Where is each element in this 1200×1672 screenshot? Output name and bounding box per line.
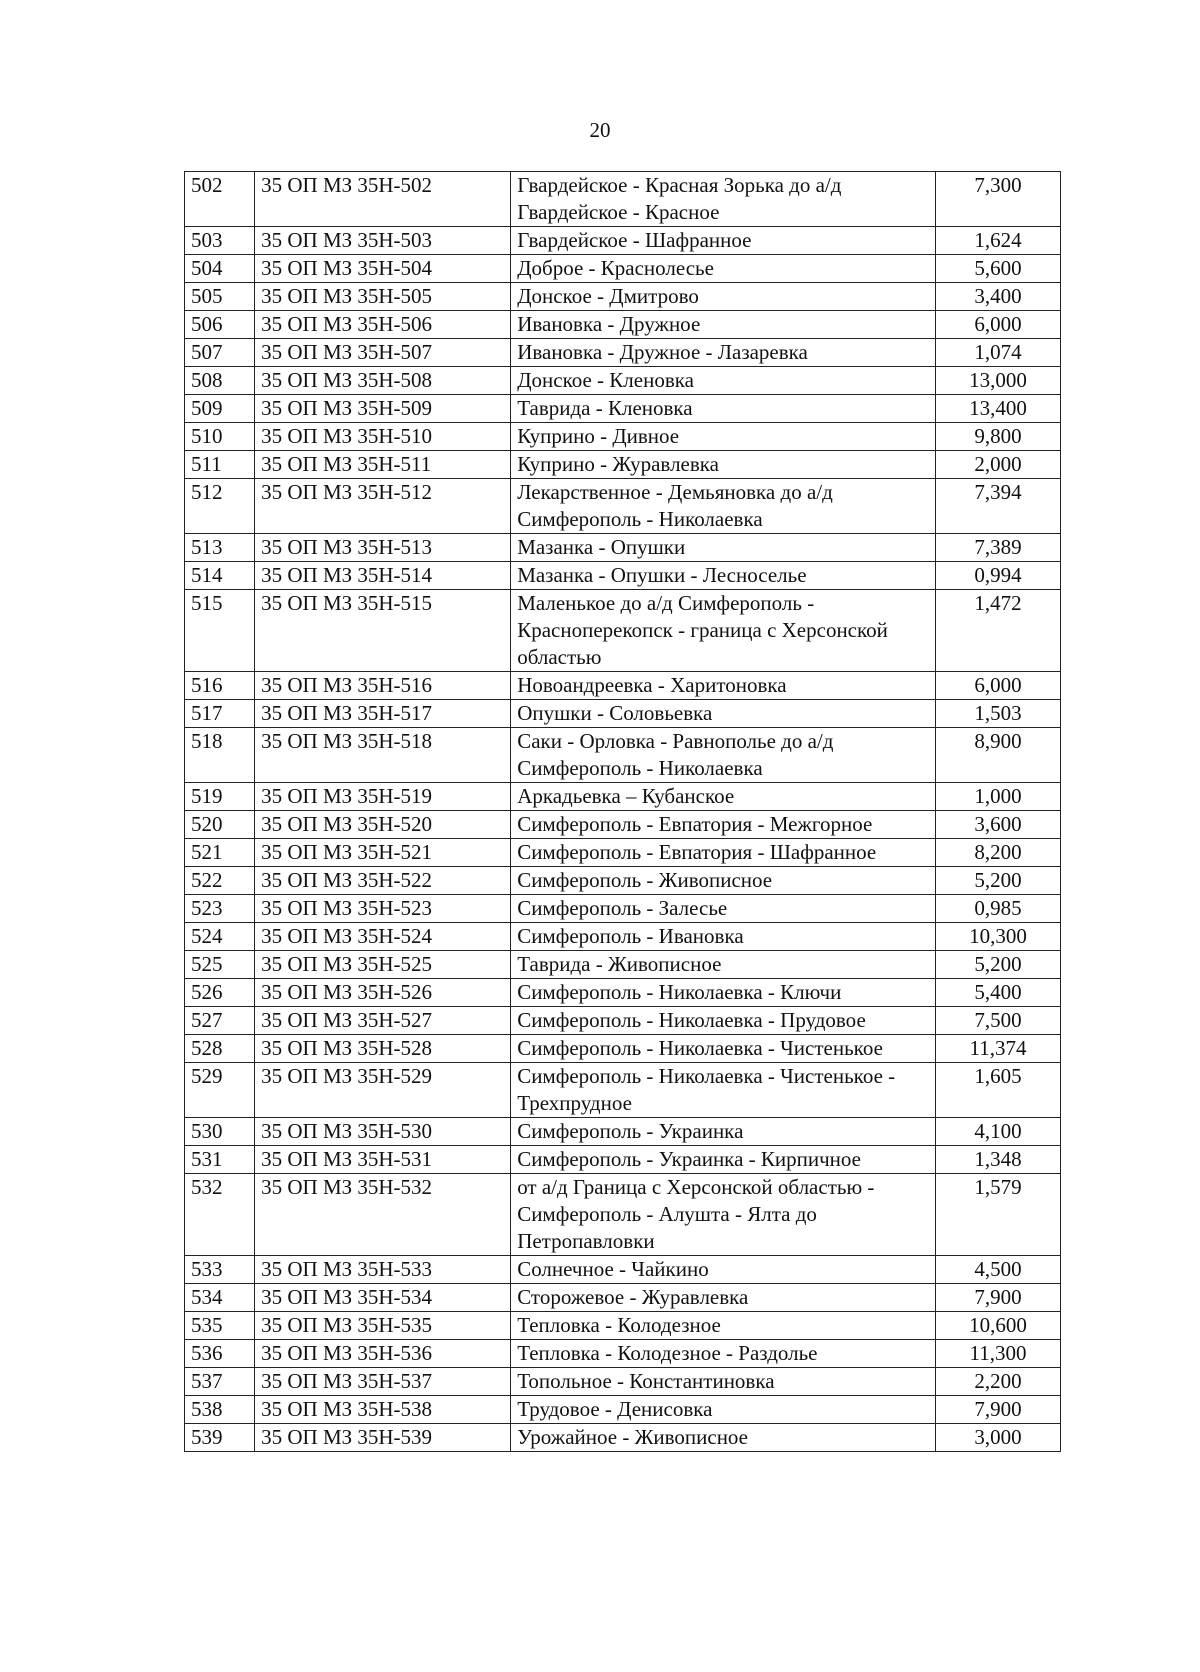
table-row bbox=[185, 839, 1061, 867]
road-code-cell: 35 ОП МЗ 35Н-510 bbox=[255, 423, 511, 451]
table-row bbox=[185, 783, 1061, 811]
table-row bbox=[185, 1256, 1061, 1284]
table-row bbox=[185, 867, 1061, 895]
road-name-cell: Гвардейское - Красная Зорька до а/д Гвардейское - Красное bbox=[511, 172, 936, 227]
road-number-cell: 529 bbox=[185, 1063, 255, 1118]
road-name-cell: Симферополь - Украинка - Кирпичное bbox=[511, 1146, 936, 1174]
road-number-cell: 535 bbox=[185, 1312, 255, 1340]
road-length-cell: 1,579 bbox=[935, 1174, 1060, 1256]
road-length-cell: 4,500 bbox=[935, 1256, 1060, 1284]
road-code-cell: 35 ОП МЗ 35Н-536 bbox=[255, 1340, 511, 1368]
table-row bbox=[185, 367, 1061, 395]
road-code-cell: 35 ОП МЗ 35Н-521 bbox=[255, 839, 511, 867]
road-length-cell: 10,300 bbox=[935, 923, 1060, 951]
road-length-cell: 4,100 bbox=[935, 1118, 1060, 1146]
road-code-cell: 35 ОП МЗ 35Н-519 bbox=[255, 783, 511, 811]
road-number-cell: 512 bbox=[185, 479, 255, 534]
road-number-cell: 531 bbox=[185, 1146, 255, 1174]
road-name-cell: Куприно - Журавлевка bbox=[511, 451, 936, 479]
road-name-cell: Таврида - Кленовка bbox=[511, 395, 936, 423]
road-code-cell: 35 ОП МЗ 35Н-520 bbox=[255, 811, 511, 839]
table-row bbox=[185, 923, 1061, 951]
road-code-cell: 35 ОП МЗ 35Н-522 bbox=[255, 867, 511, 895]
road-length-cell: 7,500 bbox=[935, 1007, 1060, 1035]
table-row bbox=[185, 951, 1061, 979]
road-number-cell: 525 bbox=[185, 951, 255, 979]
road-number-cell: 523 bbox=[185, 895, 255, 923]
road-length-cell: 7,300 bbox=[935, 172, 1060, 227]
roads-table-body bbox=[185, 172, 1061, 1452]
road-length-cell: 5,200 bbox=[935, 951, 1060, 979]
road-length-cell: 11,374 bbox=[935, 1035, 1060, 1063]
road-name-cell: Саки - Орловка - Равнополье до а/д Симферополь - Николаевка bbox=[511, 728, 936, 783]
table-row bbox=[185, 283, 1061, 311]
road-code-cell: 35 ОП МЗ 35Н-515 bbox=[255, 590, 511, 672]
road-name-cell: Ивановка - Дружное bbox=[511, 311, 936, 339]
page-number: 20 bbox=[589, 118, 611, 142]
road-number-cell: 505 bbox=[185, 283, 255, 311]
table-row bbox=[185, 1146, 1061, 1174]
road-number-cell: 527 bbox=[185, 1007, 255, 1035]
table-row bbox=[185, 1312, 1061, 1340]
table-row bbox=[185, 1368, 1061, 1396]
road-number-cell: 503 bbox=[185, 227, 255, 255]
road-code-cell: 35 ОП МЗ 35Н-523 bbox=[255, 895, 511, 923]
road-code-cell: 35 ОП МЗ 35Н-509 bbox=[255, 395, 511, 423]
road-number-cell: 518 bbox=[185, 728, 255, 783]
road-length-cell: 8,200 bbox=[935, 839, 1060, 867]
road-number-cell: 502 bbox=[185, 172, 255, 227]
table-row bbox=[185, 811, 1061, 839]
road-name-cell: Гвардейское - Шафранное bbox=[511, 227, 936, 255]
road-length-cell: 3,600 bbox=[935, 811, 1060, 839]
road-name-cell: Донское - Дмитрово bbox=[511, 283, 936, 311]
road-number-cell: 537 bbox=[185, 1368, 255, 1396]
road-name-cell: Донское - Кленовка bbox=[511, 367, 936, 395]
road-length-cell: 13,400 bbox=[935, 395, 1060, 423]
table-row bbox=[185, 255, 1061, 283]
road-length-cell: 5,600 bbox=[935, 255, 1060, 283]
road-name-cell: Маленькое до а/д Симферополь - Красноперекопск - граница с Херсонской областью bbox=[511, 590, 936, 672]
table-row bbox=[185, 451, 1061, 479]
table-row bbox=[185, 672, 1061, 700]
road-number-cell: 515 bbox=[185, 590, 255, 672]
road-number-cell: 521 bbox=[185, 839, 255, 867]
road-name-cell: Таврида - Живописное bbox=[511, 951, 936, 979]
table-row bbox=[185, 1284, 1061, 1312]
road-length-cell: 0,985 bbox=[935, 895, 1060, 923]
table-row bbox=[185, 590, 1061, 672]
road-code-cell: 35 ОП МЗ 35Н-535 bbox=[255, 1312, 511, 1340]
table-row bbox=[185, 1396, 1061, 1424]
road-length-cell: 1,605 bbox=[935, 1063, 1060, 1118]
table-row bbox=[185, 1035, 1061, 1063]
road-length-cell: 6,000 bbox=[935, 311, 1060, 339]
road-code-cell: 35 ОП МЗ 35Н-524 bbox=[255, 923, 511, 951]
road-name-cell: Ивановка - Дружное - Лазаревка bbox=[511, 339, 936, 367]
table-row bbox=[185, 1424, 1061, 1452]
road-name-cell: Сторожевое - Журавлевка bbox=[511, 1284, 936, 1312]
table-row bbox=[185, 979, 1061, 1007]
road-length-cell: 0,994 bbox=[935, 562, 1060, 590]
road-length-cell: 9,800 bbox=[935, 423, 1060, 451]
road-name-cell: Симферополь - Живописное bbox=[511, 867, 936, 895]
road-code-cell: 35 ОП МЗ 35Н-506 bbox=[255, 311, 511, 339]
table-row bbox=[185, 423, 1061, 451]
road-code-cell: 35 ОП МЗ 35Н-538 bbox=[255, 1396, 511, 1424]
road-name-cell: Аркадьевка – Кубанское bbox=[511, 783, 936, 811]
road-name-cell: Доброе - Краснолесье bbox=[511, 255, 936, 283]
road-name-cell: Мазанка - Опушки bbox=[511, 534, 936, 562]
road-number-cell: 506 bbox=[185, 311, 255, 339]
road-code-cell: 35 ОП МЗ 35Н-504 bbox=[255, 255, 511, 283]
road-code-cell: 35 ОП МЗ 35Н-533 bbox=[255, 1256, 511, 1284]
road-number-cell: 511 bbox=[185, 451, 255, 479]
table-row bbox=[185, 895, 1061, 923]
road-name-cell: Куприно - Дивное bbox=[511, 423, 936, 451]
road-number-cell: 522 bbox=[185, 867, 255, 895]
road-code-cell: 35 ОП МЗ 35Н-529 bbox=[255, 1063, 511, 1118]
table-row bbox=[185, 339, 1061, 367]
road-name-cell: Тепловка - Колодезное bbox=[511, 1312, 936, 1340]
road-name-cell: Симферополь - Николаевка - Чистенькое - Трехпрудное bbox=[511, 1063, 936, 1118]
table-row bbox=[185, 700, 1061, 728]
road-length-cell: 5,200 bbox=[935, 867, 1060, 895]
road-number-cell: 509 bbox=[185, 395, 255, 423]
road-length-cell: 7,389 bbox=[935, 534, 1060, 562]
road-name-cell: Симферополь - Николаевка - Ключи bbox=[511, 979, 936, 1007]
road-number-cell: 534 bbox=[185, 1284, 255, 1312]
road-code-cell: 35 ОП МЗ 35Н-531 bbox=[255, 1146, 511, 1174]
road-name-cell: Симферополь - Евпатория - Шафранное bbox=[511, 839, 936, 867]
road-number-cell: 508 bbox=[185, 367, 255, 395]
road-code-cell: 35 ОП МЗ 35Н-518 bbox=[255, 728, 511, 783]
road-number-cell: 530 bbox=[185, 1118, 255, 1146]
road-length-cell: 1,000 bbox=[935, 783, 1060, 811]
road-length-cell: 1,074 bbox=[935, 339, 1060, 367]
road-number-cell: 514 bbox=[185, 562, 255, 590]
road-code-cell: 35 ОП МЗ 35Н-539 bbox=[255, 1424, 511, 1452]
road-length-cell: 1,348 bbox=[935, 1146, 1060, 1174]
road-code-cell: 35 ОП МЗ 35Н-534 bbox=[255, 1284, 511, 1312]
road-number-cell: 504 bbox=[185, 255, 255, 283]
road-number-cell: 510 bbox=[185, 423, 255, 451]
road-name-cell: Новоандреевка - Харитоновка bbox=[511, 672, 936, 700]
table-row bbox=[185, 311, 1061, 339]
road-code-cell: 35 ОП МЗ 35Н-527 bbox=[255, 1007, 511, 1035]
road-length-cell: 5,400 bbox=[935, 979, 1060, 1007]
table-row bbox=[185, 1174, 1061, 1256]
table-row bbox=[185, 1007, 1061, 1035]
road-code-cell: 35 ОП МЗ 35Н-528 bbox=[255, 1035, 511, 1063]
road-length-cell: 1,624 bbox=[935, 227, 1060, 255]
road-name-cell: Мазанка - Опушки - Лесноселье bbox=[511, 562, 936, 590]
road-length-cell: 11,300 bbox=[935, 1340, 1060, 1368]
road-name-cell: Топольное - Константиновка bbox=[511, 1368, 936, 1396]
road-length-cell: 8,900 bbox=[935, 728, 1060, 783]
table-row bbox=[185, 395, 1061, 423]
road-code-cell: 35 ОП МЗ 35Н-502 bbox=[255, 172, 511, 227]
road-name-cell: Солнечное - Чайкино bbox=[511, 1256, 936, 1284]
road-code-cell: 35 ОП МЗ 35Н-512 bbox=[255, 479, 511, 534]
road-code-cell: 35 ОП МЗ 35Н-507 bbox=[255, 339, 511, 367]
road-code-cell: 35 ОП МЗ 35Н-508 bbox=[255, 367, 511, 395]
road-name-cell: Лекарственное - Демьяновка до а/д Симферополь - Николаевка bbox=[511, 479, 936, 534]
road-number-cell: 536 bbox=[185, 1340, 255, 1368]
road-name-cell: от а/д Граница с Херсонской областью - Симферополь - Алушта - Ялта до Петропавловки bbox=[511, 1174, 936, 1256]
road-length-cell: 3,000 bbox=[935, 1424, 1060, 1452]
road-length-cell: 7,900 bbox=[935, 1396, 1060, 1424]
table-row bbox=[185, 1063, 1061, 1118]
table-row bbox=[185, 534, 1061, 562]
road-name-cell: Симферополь - Николаевка - Прудовое bbox=[511, 1007, 936, 1035]
road-number-cell: 524 bbox=[185, 923, 255, 951]
road-length-cell: 2,000 bbox=[935, 451, 1060, 479]
table-row bbox=[185, 172, 1061, 227]
table-row bbox=[185, 728, 1061, 783]
road-number-cell: 533 bbox=[185, 1256, 255, 1284]
road-code-cell: 35 ОП МЗ 35Н-526 bbox=[255, 979, 511, 1007]
road-number-cell: 507 bbox=[185, 339, 255, 367]
road-name-cell: Тепловка - Колодезное - Раздолье bbox=[511, 1340, 936, 1368]
road-code-cell: 35 ОП МЗ 35Н-525 bbox=[255, 951, 511, 979]
road-code-cell: 35 ОП МЗ 35Н-505 bbox=[255, 283, 511, 311]
road-number-cell: 516 bbox=[185, 672, 255, 700]
table-row bbox=[185, 479, 1061, 534]
road-name-cell: Симферополь - Евпатория - Межгорное bbox=[511, 811, 936, 839]
road-length-cell: 10,600 bbox=[935, 1312, 1060, 1340]
road-length-cell: 1,503 bbox=[935, 700, 1060, 728]
road-name-cell: Симферополь - Украинка bbox=[511, 1118, 936, 1146]
road-name-cell: Опушки - Соловьевка bbox=[511, 700, 936, 728]
road-number-cell: 517 bbox=[185, 700, 255, 728]
road-code-cell: 35 ОП МЗ 35Н-517 bbox=[255, 700, 511, 728]
road-length-cell: 6,000 bbox=[935, 672, 1060, 700]
road-code-cell: 35 ОП МЗ 35Н-514 bbox=[255, 562, 511, 590]
road-number-cell: 526 bbox=[185, 979, 255, 1007]
table-row bbox=[185, 1340, 1061, 1368]
road-number-cell: 532 bbox=[185, 1174, 255, 1256]
road-length-cell: 7,394 bbox=[935, 479, 1060, 534]
road-name-cell: Урожайное - Живописное bbox=[511, 1424, 936, 1452]
road-name-cell: Симферополь - Ивановка bbox=[511, 923, 936, 951]
road-code-cell: 35 ОП МЗ 35Н-516 bbox=[255, 672, 511, 700]
table-row bbox=[185, 1118, 1061, 1146]
road-length-cell: 3,400 bbox=[935, 283, 1060, 311]
road-code-cell: 35 ОП МЗ 35Н-530 bbox=[255, 1118, 511, 1146]
road-code-cell: 35 ОП МЗ 35Н-503 bbox=[255, 227, 511, 255]
road-number-cell: 539 bbox=[185, 1424, 255, 1452]
table-row bbox=[185, 227, 1061, 255]
road-name-cell: Трудовое - Денисовка bbox=[511, 1396, 936, 1424]
road-length-cell: 13,000 bbox=[935, 367, 1060, 395]
roads-table bbox=[184, 171, 1061, 1452]
road-code-cell: 35 ОП МЗ 35Н-511 bbox=[255, 451, 511, 479]
road-name-cell: Симферополь - Николаевка - Чистенькое bbox=[511, 1035, 936, 1063]
road-code-cell: 35 ОП МЗ 35Н-532 bbox=[255, 1174, 511, 1256]
road-code-cell: 35 ОП МЗ 35Н-537 bbox=[255, 1368, 511, 1396]
road-number-cell: 519 bbox=[185, 783, 255, 811]
road-number-cell: 538 bbox=[185, 1396, 255, 1424]
road-length-cell: 2,200 bbox=[935, 1368, 1060, 1396]
road-length-cell: 1,472 bbox=[935, 590, 1060, 672]
road-name-cell: Симферополь - Залесье bbox=[511, 895, 936, 923]
table-row bbox=[185, 562, 1061, 590]
road-code-cell: 35 ОП МЗ 35Н-513 bbox=[255, 534, 511, 562]
road-number-cell: 520 bbox=[185, 811, 255, 839]
road-number-cell: 528 bbox=[185, 1035, 255, 1063]
road-number-cell: 513 bbox=[185, 534, 255, 562]
road-length-cell: 7,900 bbox=[935, 1284, 1060, 1312]
